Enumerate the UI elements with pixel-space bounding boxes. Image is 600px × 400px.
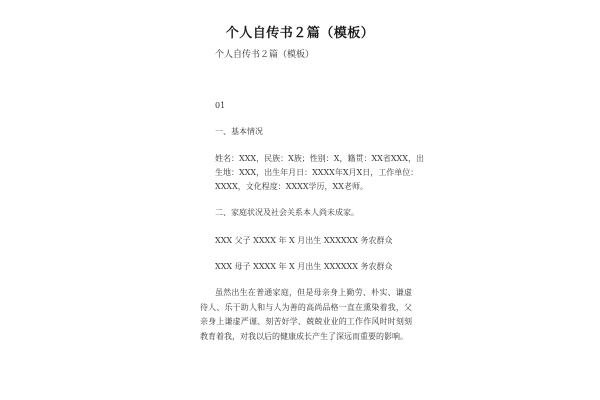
family-member-father: XXX 父子 XXXX 年 X 月出生 XXXXXX 务农群众 (215, 236, 393, 245)
narrative-paragraph: 虽然出生在普通家庭，但是母亲身上勤劳、朴实、谦虚待人、乐于助人和与人为善的高尚品格一直在熏染着我，父亲身上谦虚严谨、刻苦好学、兢兢业业的工作作风时时刻刻教育着我，对我以后的健康成长产生了深远而重要的影响。 (200, 288, 412, 341)
section-number: 01 (215, 101, 226, 110)
document-subtitle: 个人自传书２篇（模板） (215, 50, 315, 60)
heading-family: 二、家庭状况及社会关系本人尚未成家。 (215, 208, 359, 217)
document-title: 个人自传书２篇（模板） (225, 26, 375, 41)
heading-basic-info: 一、基本情况 (215, 127, 263, 136)
family-member-mother: XXX 母子 XXXX 年 X 月出生 XXXXXX 务农群众 (215, 262, 393, 271)
basic-info-paragraph: 姓名：XXX，民族：X族；性别：X，籍贯：XX省XXX，出生地：XXX，出生年月日：XXXX年X月X日，工作单位：XXXX，文化程度：XXXX学历，XX老师。 (215, 154, 424, 191)
